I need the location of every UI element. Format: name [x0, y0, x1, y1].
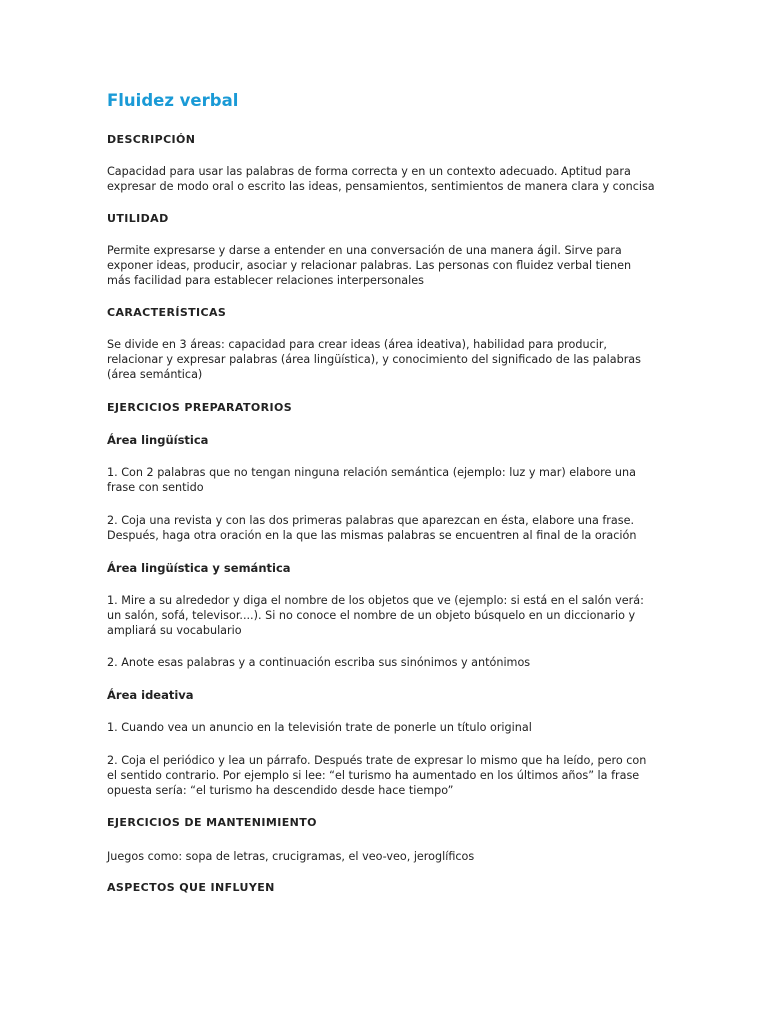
subheading-area-ideativa: Área ideativa — [107, 688, 194, 702]
exercise-item — [107, 465, 667, 495]
section-heading-ejercicios-mantenimiento: EJERCICIOS DE MANTENIMIENTO — [107, 816, 317, 829]
text-line: ampliará su vocabulario — [107, 624, 242, 637]
text-line: exponer ideas, producir, asociar y relacionar palabras. Las personas con fluidez verbal tienen — [107, 259, 632, 272]
exercise-item — [107, 655, 667, 670]
text-line: 1. Con 2 palabras que no tengan ninguna relación semántica (ejemplo: luz y mar) elabore una — [107, 466, 636, 479]
paragraph-mantenimiento — [107, 849, 667, 864]
text-line: el sentido contrario. Por ejemplo si lee: “el turismo ha aumentado en los últimos años” la frase — [107, 769, 640, 782]
text-line: 2. Coja una revista y con las dos primeras palabras que aparezcan en ésta, elabore una frase. — [107, 514, 635, 527]
text-line: relacionar y expresar palabras (área lingüística), y conocimiento del significado de las palabras — [107, 353, 641, 366]
exercise-item — [107, 720, 667, 735]
text-line: 2. Coja el periódico y lea un párrafo. Después trate de expresar lo mismo que ha leído, pero con — [107, 754, 647, 767]
exercise-item — [107, 593, 667, 638]
text-line: Capacidad para usar las palabras de forma correcta y en un contexto adecuado. Aptitud para — [107, 165, 631, 178]
section-heading-utilidad: UTILIDAD — [107, 212, 169, 225]
text-line: 2. Anote esas palabras y a continuación escriba sus sinónimos y antónimos — [107, 656, 531, 669]
exercise-item — [107, 513, 667, 543]
text-line: frase con sentido — [107, 481, 204, 494]
section-heading-aspectos: ASPECTOS QUE INFLUYEN — [107, 881, 275, 894]
section-heading-ejercicios-preparatorios: EJERCICIOS PREPARATORIOS — [107, 401, 293, 414]
paragraph-utilidad — [107, 243, 667, 288]
text-line: (área semántica) — [107, 368, 203, 381]
text-line: expresar de modo oral o escrito las ideas, pensamientos, sentimientos de manera clara y concisa — [107, 180, 655, 193]
text-line: 1. Mire a su alrededor y diga el nombre de los objetos que ve (ejemplo: si está en el salón verá: — [107, 594, 644, 607]
text-line: opuesta sería: “el turismo ha descendido desde hace tiempo” — [107, 784, 454, 797]
subheading-area-linguistica-semantica: Área lingüística y semántica — [107, 561, 291, 575]
subheading-area-linguistica: Área lingüística — [107, 433, 209, 447]
paragraph-descripcion — [107, 164, 667, 194]
paragraph-caracteristicas — [107, 337, 667, 382]
text-line: Permite expresarse y darse a entender en una conversación de una manera ágil. Sirve para — [107, 244, 622, 257]
page-title: Fluidez verbal — [107, 91, 239, 110]
text-line: Se divide en 3 áreas: capacidad para crear ideas (área ideativa), habilidad para producir, — [107, 338, 607, 351]
text-line: Juegos como: sopa de letras, crucigramas, el veo-veo, jeroglíficos — [107, 850, 475, 863]
text-line: más facilidad para establecer relaciones interpersonales — [107, 274, 424, 287]
section-heading-descripcion: DESCRIPCIÓN — [107, 133, 196, 146]
section-heading-caracteristicas: CARACTERÍSTICAS — [107, 306, 227, 319]
text-line: un salón, sofá, televisor....). Si no conoce el nombre de un objeto búsquelo en un diccionario y — [107, 609, 636, 622]
text-line: 1. Cuando vea un anuncio en la televisión trate de ponerle un título original — [107, 721, 532, 734]
exercise-item — [107, 753, 667, 798]
text-line: Después, haga otra oración en la que las mismas palabras se encuentren al final de la oración — [107, 529, 637, 542]
